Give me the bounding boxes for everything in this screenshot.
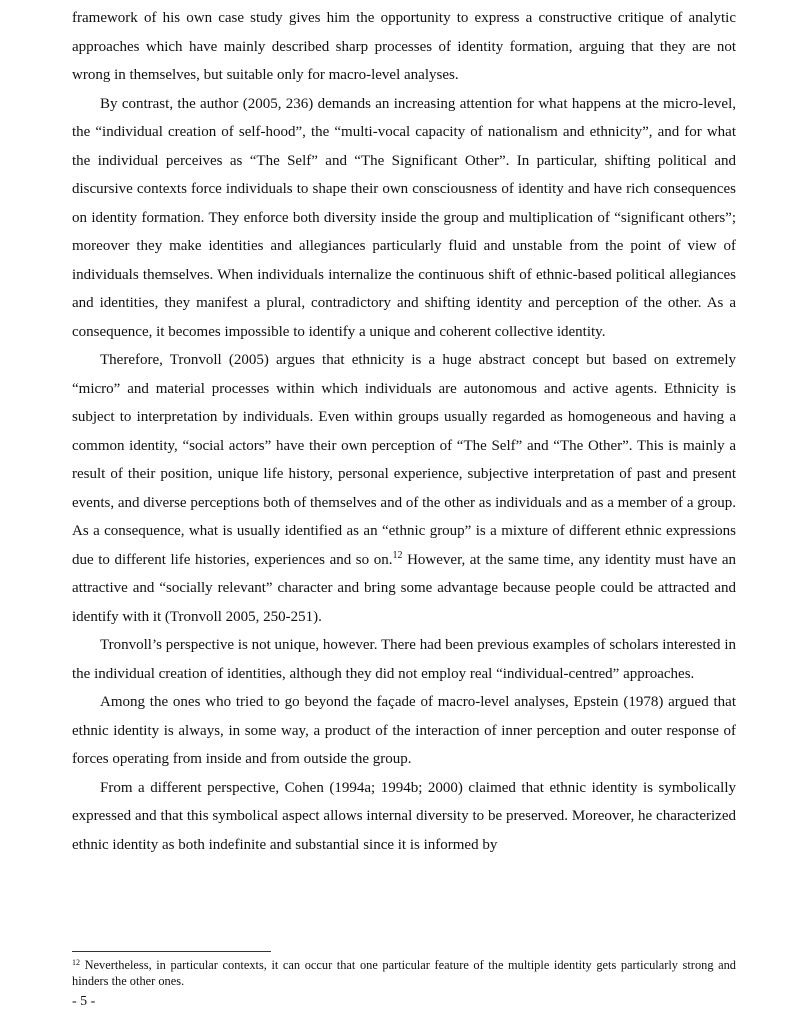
- footnote: [72, 957, 736, 989]
- paragraph-4: Tronvoll’s perspective is not unique, however. There had been previous examples of scholars interested in the individual creation of identities, although they did not employ real “individual-centred” approaches.: [72, 637, 736, 682]
- paragraph-3-text-after: However, at the same time, any identity must have an attractive and “socially relevant” character and bring some advantage because people could be attracted and identify with it (Tronvoll 2005, 250-251).: [72, 551, 737, 625]
- footnote-separator: [72, 951, 271, 952]
- document-body: [72, 4, 736, 859]
- footnote-reference[interactable]: 12: [392, 549, 403, 561]
- paragraph-6: From a different perspective, Cohen (1994a; 1994b; 2000) claimed that ethnic identity is symbolically expressed and that this symbolical aspect allows internal diversity to be preserved. Moreover, he characterized ethnic identity as both indefinite and substantial since it is informed by: [72, 779, 736, 853]
- footnote-number: 12: [72, 958, 80, 967]
- page-number: - 5 -: [72, 994, 96, 1009]
- paragraph-5: Among the ones who tried to go beyond the façade of macro-level analyses, Epstein (1978) argued that ethnic identity is always, in some way, a product of the interaction of inner perception and outer response of forces operating from inside and from outside the group.: [72, 694, 736, 767]
- footnote-text: Nevertheless, in particular contexts, it can occur that one particular feature of the multiple identity gets particularly strong and hinders the other ones.: [72, 958, 736, 988]
- paragraph-1: framework of his own case study gives him the opportunity to express a constructive critique of analytic approaches which have mainly described sharp processes of identity formation, arguing that they are not wrong in themselves, but suitable only for macro-level analyses.: [72, 10, 736, 83]
- paragraph-3-text-before: Therefore, Tronvoll (2005) argues that ethnicity is a huge abstract concept but based on extremely “micro” and material processes within which individuals are autonomous and active agents. Ethnicity is subject to interpretation by individuals. Even within groups usually regarded as homogeneous and having a common identity, “social actors” have their own perception of “The Self” and “The Other”. This is mainly a result of their position, unique life history, personal experience, subjective interpretation of past and present events, and diverse perceptions both of themselves and of the other as individuals and as a member of a group. As a consequence, what is usually identified as an “ethnic group” is a mixture of different ethnic expressions due to different life histories, experiences and so on.: [72, 352, 736, 568]
- paragraph-2: By contrast, the author (2005, 236) demands an increasing attention for what happens at the micro-level, the “individual creation of self-hood”, the “multi-vocal capacity of nationalism and ethnicity”, and for what the individual perceives as “The Self” and “The Significant Other”. In particular, shifting political and discursive contexts force individuals to shape their own consciousness of identity and have rich consequences on identity formation. They enforce both diversity inside the group and multiplication of “significant others”; moreover they make identities and allegiances particularly fluid and unstable from the point of view of individuals themselves. When individuals internalize the continuous shift of ethnic-based political allegiances and identities, they manifest a plural, contradictory and shifting identity and perception of the other. As a consequence, it becomes impossible to identify a unique and coherent collective identity.: [72, 95, 736, 340]
- paragraph-3: [72, 346, 736, 631]
